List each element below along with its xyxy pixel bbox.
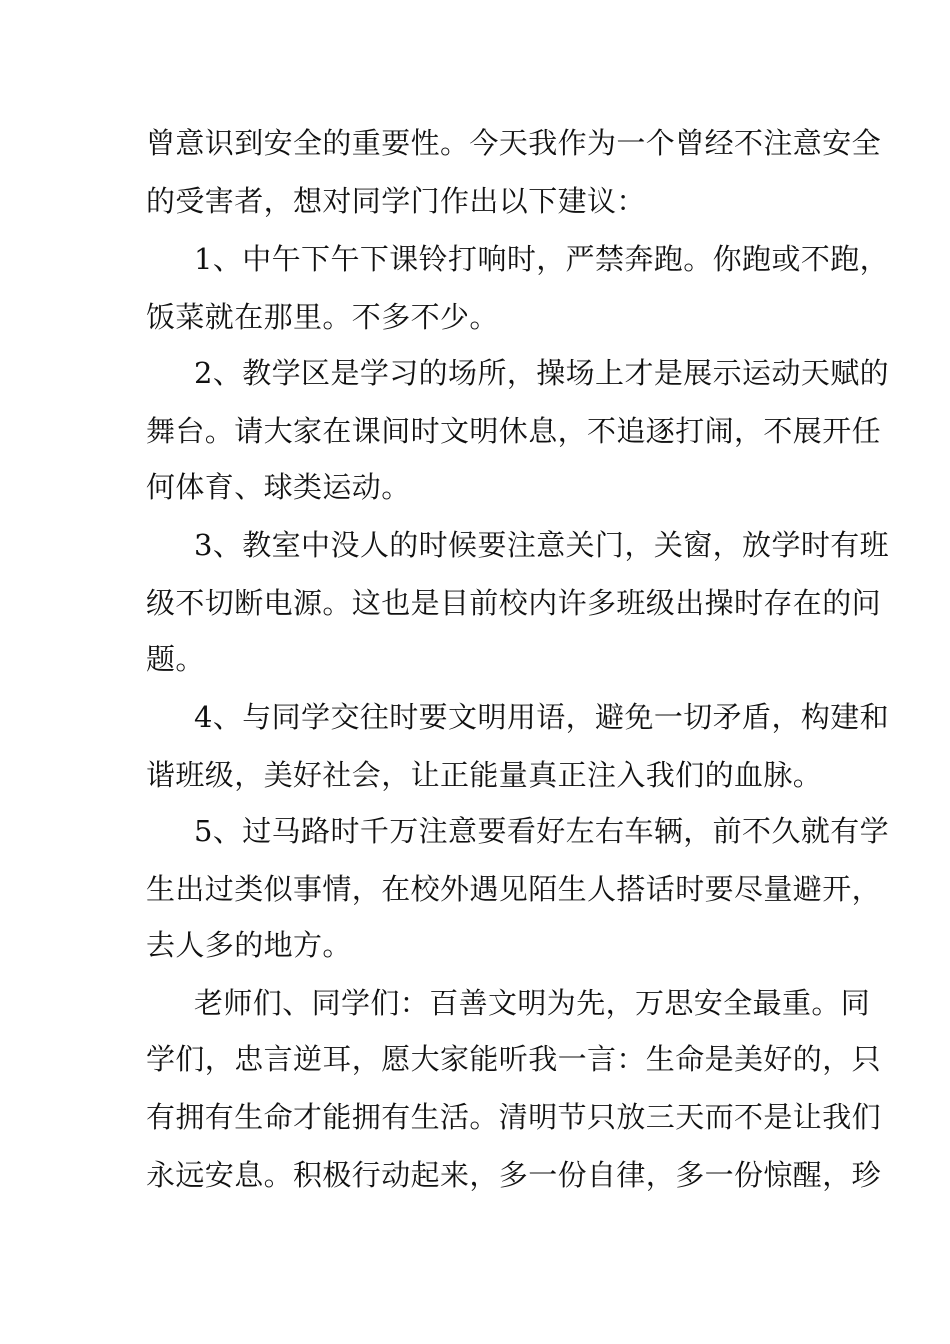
text-line-18-text: 有拥有生命才能拥有生活。清明节只放三天而不是让我们 <box>146 1100 882 1134</box>
text-line-19-text: 永远安息。积极行动起来，多一份自律，多一份惊醒，珍 <box>146 1158 882 1192</box>
text-line-11-text: 4、与同学交往时要文明用语，避免一切矛盾，构建和 <box>194 700 890 734</box>
text-line-4-text: 饭菜就在那里。不多不少。 <box>146 300 499 334</box>
text-line-14 <box>0 869 950 909</box>
text-line-16 <box>0 983 950 1023</box>
text-line-9-text: 级不切断电源。这也是目前校内许多班级出操时存在的问 <box>146 586 882 620</box>
text-line-15-text: 去人多的地方。 <box>146 928 352 962</box>
text-line-17-text: 学们，忠言逆耳，愿大家能听我一言：生命是美好的，只 <box>146 1042 882 1076</box>
text-line-13-text: 5、过马路时千万注意要看好左右车辆，前不久就有学 <box>194 814 890 848</box>
text-line-7 <box>0 467 950 507</box>
text-line-2 <box>0 181 950 221</box>
text-line-18 <box>0 1097 950 1137</box>
text-line-5 <box>0 353 950 393</box>
text-line-16-text: 老师们、同学们：百善文明为先，万思安全最重。同 <box>194 986 871 1020</box>
text-line-15 <box>0 925 950 965</box>
text-line-5-text: 2、教学区是学习的场所，操场上才是展示运动天赋的 <box>194 356 890 390</box>
text-line-10 <box>0 639 950 679</box>
text-line-19 <box>0 1155 950 1195</box>
text-line-12 <box>0 755 950 795</box>
text-line-1-text: 曾意识到安全的重要性。今天我作为一个曾经不注意安全 <box>146 126 882 160</box>
text-line-10-text: 题。 <box>146 642 205 676</box>
text-line-7-text: 何体育、球类运动。 <box>146 470 411 504</box>
text-line-3 <box>0 239 950 279</box>
text-line-17 <box>0 1039 950 1079</box>
text-line-6-text: 舞台。请大家在课间时文明休息，不追逐打闹，不展开任 <box>146 414 882 448</box>
text-line-13 <box>0 811 950 851</box>
text-line-9 <box>0 583 950 623</box>
text-line-6 <box>0 411 950 451</box>
text-line-4 <box>0 297 950 337</box>
text-line-8 <box>0 525 950 565</box>
text-line-14-text: 生出过类似事情，在校外遇见陌生人搭话时要尽量避开， <box>146 872 882 906</box>
text-line-12-text: 谐班级，美好社会，让正能量真正注入我们的血脉。 <box>146 758 823 792</box>
text-line-8-text: 3、教室中没人的时候要注意关门，关窗，放学时有班 <box>194 528 890 562</box>
text-line-1 <box>0 123 950 163</box>
text-line-2-text: 的受害者，想对同学门作出以下建议： <box>146 184 646 218</box>
text-line-3-text: 1、中午下午下课铃打响时，严禁奔跑。你跑或不跑， <box>194 242 890 276</box>
text-line-11 <box>0 697 950 737</box>
